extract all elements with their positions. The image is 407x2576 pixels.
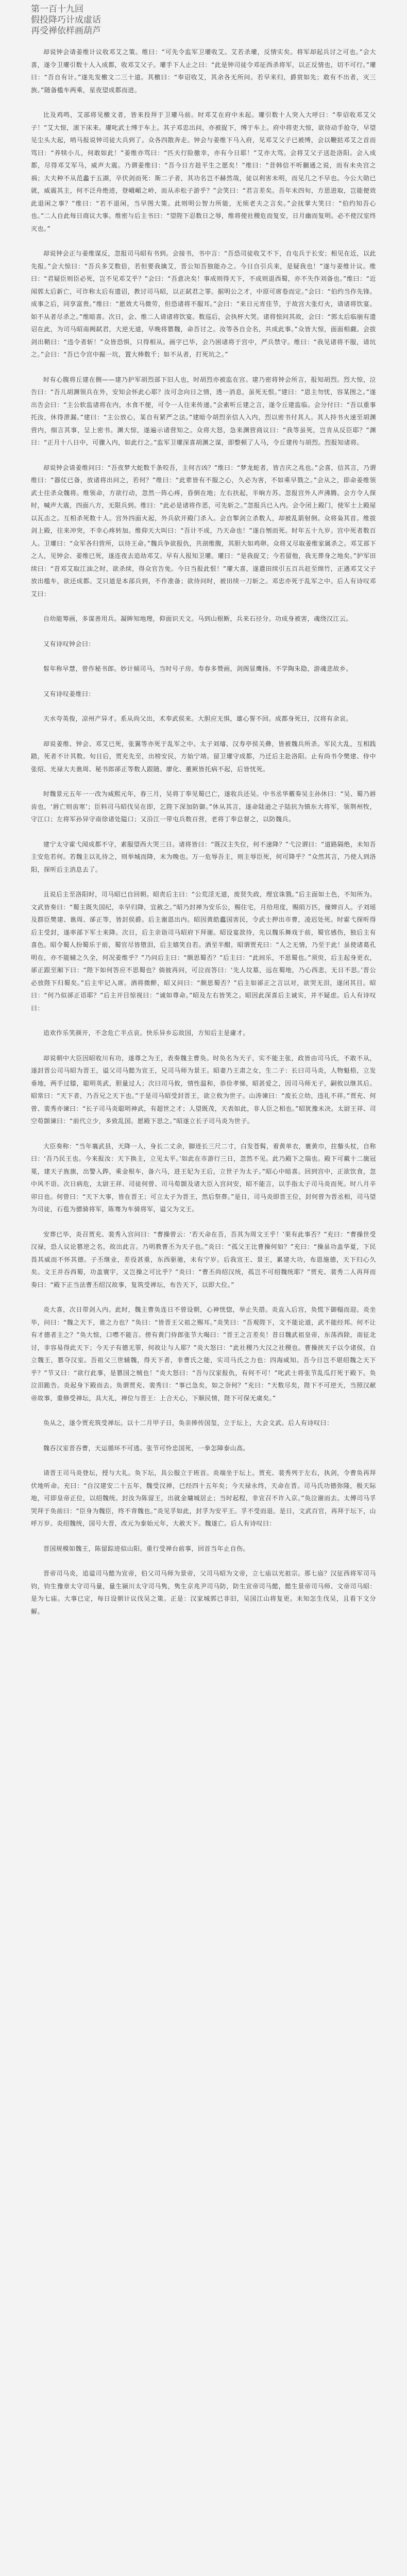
poem-intro: 又有诗叹钟会曰： — [43, 640, 95, 648]
chapter-title-line-2: 再受禅依样画葫芦 — [31, 26, 101, 36]
chapter-title-line-1: 假投降巧计成虚话 — [31, 15, 101, 25]
paragraph: 却说姜维、钟会、邓艾已死，张翼等亦死于乱军之中。太子刘璿、汉寿亭侯关彝，皆被魏兵所杀。军民大乱，互相践踏，死者不计其数。旬日后，贾充先至，出榜安民，方始宁靖。留卫瓘守成都，乃迁后主赴洛阳。止有尚书令樊建、侍中张绍、光禄大夫谯周、秘书郎郤正等数人跟随。廖化、董厥皆托病不起，后皆忧死。 — [31, 740, 376, 773]
paragraph: 时魏景元五年一一改为咸熙元年，春三月，吴将丁奉见蜀已亡，遂收兵还吴。中书丞华覈奏吴主孙休曰：“吴、蜀乃唇齿也，‘唇亡则齿寒’；臣料司马昭伐吴在即，乞陛下深加防御。”休从其言，遂命陆逊之子陆抗为镇东大将军，领荆州牧，守江口；左将军孙异守南徐诸处隘口；又沿江一带屯兵数百营，老将丁奉总督之，以防魏兵。 — [31, 790, 376, 823]
paragraph: 却说钟会请姜维计议收邓艾之策。维曰：“可先令监军卫瓘收艾。艾若杀瓘，反情实矣。将军却起兵讨之可也。”会大喜，遂令卫瓘引数十人入成都，收邓艾父子。瓘手下人止之曰：“此是钟司徒令邓征西杀将军，以正反情也，切不可行。”瓘曰：“吾自有计。”遂先发檄文二三十道。其檄曰：“奉诏收艾，其余各无所问。若早来归，爵赏如先；敢有不出者，灭三族。”随备槛车两乘，星夜望成都而进。 — [31, 48, 376, 94]
paragraph: 晋帝司马炎，追谥司马懿为宣帝，伯父司马师为景帝，父司马昭为文帝，立七庙以光祖宗。那七庙？汉征西将军司马钧，钧生豫章太守司马量，量生颍川太守司马隽，隽生京兆尹司马防，防生宣帝司马懿，懿生景帝司马师、文帝司马昭：是为七庙。大事已定，每日设朝计议伐吴之策。正是：汉家城郭已非旧，吴国江山将复更。未知怎生伐吴，且看下文分解。 — [31, 1570, 376, 1615]
poem: 自幼能筹画，多谋善用兵。凝眸知地理，仰面识天文。马到山根断，兵来石径分。功成身被害，魂绕汉江云。 — [43, 615, 353, 622]
paragraph: 建宁太守霍弋闻成都不守，素服望西大哭三日。诸将皆曰：“既汉主失位，何不速降？”弋泣谓曰：“道路隔绝，未知吾主安危若何。若魏主以礼待之，则举城而降，未为晚也。万一危辱吾主，则主辱臣死，何可降乎？”众然其言，乃使人到洛阳，探听后主消息去了。 — [31, 840, 376, 873]
chapter-number: 第一百十九回 — [31, 4, 83, 14]
chapter-content — [31, 46, 376, 1618]
paragraph: 却说钟会正与姜维谋反，忽报司马昭有书到。会接书，书中言：“吾恐司徒收艾不下，自屯兵于长安；相见在近，以此先报。”会大惊曰：“吾兵多艾数倍，若但要我擒艾，晋公知吾独能办之。今日自引兵来，是疑我也！”遂与姜维计议。维曰：“君疑臣则臣必死，岂不见邓艾乎？”会曰：“吾意决矣！事成则得天下，不成则退西蜀，亦不失作刘备也。”维曰：“近闻郭太后新亡，可诈称太后有遗诏，教讨司马昭，以正弑君之罪。据明公之才，中原可席卷而定。”会曰：“伯约当作先锋。成事之后，同享富贵。”维曰：“愿效犬马微劳，但恐诸将不服耳。”会曰：“来日元宵佳节，于故宫大张灯火，请诸将饮宴。如不从者尽杀之。”维暗喜。次日，会、维二人请诸将饮宴。数巡后，会执杯大哭。诸将惊问其故，会曰：“郭太后临崩有遗诏在此，为司马昭南阙弑君，大逆无道，早晚将篡魏，命吾讨之。汝等各自佥名，共成此事。”众皆大惊，面面相觑。会拔剑出鞘曰：“违令者斩！”众皆恐惧，只得相从。画字已毕，会乃困诸将于宫中，严兵禁守。维曰：“我见诸将不服，请坑之。”会曰：“吾已令宫中掘一坑，置大棒数千；如不从者，打死坑之。” — [31, 250, 376, 358]
paragraph: 安葬已毕，炎召贾充、裴秀入宫问曰：“曹操曾云：‘若天命在吾，吾其为周文王乎！’果有此事否？”充曰：“曹操世受汉禄，恐人议论篡逆之名，故出此言。乃明教曹丕为天子也。”炎曰：“孤父王比曹操何如？”充曰：“操虽功盖华夏，下民畏其威而不怀其德。子丕继业，差役甚重，东西驱驰，未有宁岁。后我宣王、景王，累建大功，布恩施德，天下归心久矣。文王并吞西蜀，功盖寰宇，又岂操之可比乎？”炎曰：“曹丕尚绍汉统，孤岂不可绍魏统耶？”贾充、裴秀二人再拜而奏曰：“殿下正当法曹丕绍汉故事，复筑受禅坛，布告天下，以即大位。” — [31, 1230, 376, 1289]
paragraph: 请晋王司马炎登坛，授与大礼。奂下坛，具公服立于班首。炎端坐于坛上。贾充、裴秀列于左右，执剑，令曹奂再拜伏地听命。充曰：“自汉建安二十五年，魏受汉禅，已经四十五年矣；今天禄永终，天命在晋。司马氏功德弥隆，极天际地，可即皇帝正位，以绍魏统。封汝为陈留王，出就金墉城居止；当时起程，非宣召不许入京。”奂泣谢而去。太傅司马孚哭拜于奂前曰：“臣身为魏臣，终不背魏也。”炎见孚如此，封孚为安平王。孚不受而退。是日，文武百官，再拜于坛下，山呼万岁。炎绍魏统，国号大晋，改元为泰始元年，大赦天下。魏遂亡。后人有诗叹曰： — [31, 1469, 376, 1527]
paragraph: 时有心腹将丘建在侧——建乃护军胡烈部下旧人也，时胡烈亦被监在宫。建乃密将钟会所言，报知胡烈。烈大惊，泣告曰：“吾儿胡渊领兵在外，安知会怀此心耶？汝可念向日之情，透一消息，虽死无恨。”建曰：“恩主勿忧，容某图之。”遂出告会曰：“主公软监诸将在内，水食不便，可令一人往来传递。”会素听丘建之言，遂令丘建监临。会分付曰：“吾以重事托汝，休得泄漏。”建曰：“主公放心，某自有紧严之法。”建暗令胡烈亲信人入内，烈以密书付其人。其人持书火速至胡渊营内，细言其事，呈上密书。渊大惊，遂遍示诸营知之。众将大怒，急来渊营商议曰：“我等虽死，岂肯从反臣耶？”渊曰：“正月十八日中，可骤入内，如此行之。”监军卫瓘深喜胡渊之谋，即整顿了人马，令丘建传与胡烈。烈报知诸将。 — [31, 376, 376, 446]
chapter-title — [31, 4, 376, 37]
paragraph: 炎大喜，次日带剑入内。此时，魏主曹奂连日不曾设朝，心神恍惚，举止失措。炎直入后宫，奂慌下御榻而迎。炎坐毕，问曰：“魏之天下，谁之力也？”奂曰：“皆晋王父祖之赐耳。”炎笑曰：“吾观陛下，文不能论道，武不能经邦。何不让有才德者主之？”奂大惊，口噤不能言。傍有黄门侍郎张节大喝曰：“晋王之言差矣！昔日魏武祖皇帝，东荡西除，南征北讨，非容易得此天下；今天子有德无罪，何故让与人耶？”炎大怒曰：“此社稷乃大汉之社稷也。曹操挟天子以令诸侯，自立魏王，篡夺汉室。吾祖父三世辅魏，得天下者，非曹氏之能，实司马氏之力也：四海咸知。吾今日岂不堪绍魏之天下乎？”节又曰：“欲行此事，是篡国之贼也！”炎大怒曰：“吾与汉家报仇，有何不可！”叱武士将张节乱瓜打死于殿下。奂泣泪跪告。炎起身下殿而去。奂谓贾充、裴秀曰：“事已急矣，如之奈何？”充曰：“天数尽矣，陛下不可逆天，当照汉献帝故事，重修受禅坛，具大礼，禅位与晋王：上合天心，下顺民情，陛下可保无虞矣。” — [31, 1306, 376, 1402]
paragraph: 且说后主至洛阳时，司马昭已自回朝。昭责后主曰：“公荒淫无道，废贤失政，理宜诛戮。”后主面如土色，不知所为。文武皆奏曰：“蜀主既失国纪，幸早归降，宜赦之。”昭乃封禅为安乐公，赐住宅，月给用度，赐绢万匹，僮婢百人。子刘瑶及群臣樊建、谯周、郤正等，皆封侯爵。后主谢恩出内。昭因黄皓蠹国害民，令武士押出市曹，凌迟处死。时霍弋探听得后主受封，遂率部下军士来降。次日，后主亲诣司马昭府下拜谢。昭设宴款待，先以魏乐舞戏于前，蜀官感伤，独后主有喜色。昭令蜀人扮蜀乐于前，蜀官尽皆堕泪，后主嬉笑自若。酒至半酣，昭谓贾充曰：“人之无情，乃至于此！虽使诸葛孔明在，亦不能辅之久全，何况姜维乎？”乃问后主曰：“颇思蜀否？”后主曰：“此间乐，不思蜀也。”须臾，后主起身更衣，郤正跟至厢下曰：“陛下如何答应不思蜀也？倘彼再问，可泣而答曰：‘先人坟墓，远在蜀地，乃心西悲，无日不思。’晋公必放陛下归蜀矣。”后主牢记入席。酒将微醉，昭又问曰：“颇思蜀否？”后主如郤正之言以对，欲哭无泪，遂闭其目。昭曰：“何乃似郤正语耶？”后主开目惊视曰：“诚如尊命。”昭及左右皆笑之。昭因此深喜后主诚实，并不疑虑。后人有诗叹曰： — [31, 891, 376, 1012]
paragraph: 大臣奏称：“当年襄武县，天降一人，身长二丈余，脚迹长三尺二寸，白发苍髯，着黄单衣，裹黄巾，拄藜头杖，自称曰：‘吾乃民王也。今来报汝：天下换主，立见太平。’如此在市游行三日，忽然不见。此乃殿下之瑞也。殿下可戴十二旒冠冕，建天子旌旗，出警入跸，乘金根车，备六马，进王妃为王后，立世子为太子。”昭心中暗喜。回到宫中，正欲饮食，忽中风不语。次日病危，太尉王祥、司徒何曾、司马荀顗及诸大臣入宫问安，昭不能言，以手指太子司马炎而死。时八月辛卯日也。何曾曰：“天下大事，皆在晋王；可立太子为晋王，然后祭葬。”是日，司马炎即晋王位，封何曾为晋丞相，司马望为司徒，石苞为骠骑将军，陈骞为车骑将军，谥父为文王。 — [31, 1142, 376, 1213]
poem: 追欢作乐笑颜开，不念危亡半点哀。快乐异乡忘故国，方知后主是庸才。 — [43, 1029, 250, 1037]
poem: 髫年称早慧，曾作秘书郎。妙计倾司马，当时号子房。寿春多赞画，剑阁显鹰扬。不学陶朱隐，游魂悲故乡。 — [43, 665, 353, 672]
poem-intro: 又有诗叹姜维曰： — [43, 690, 95, 698]
poem: 魏吞汉室晋吞曹，天运循环不可逃。张节可怜忠国死，一拳怎障泰山高。 — [43, 1444, 250, 1452]
paragraph: 奂从之，遂令贾充筑受禅坛。以十二月甲子日，奂亲捧传国玺，立于坛上，大会文武。后人有诗叹曰： — [43, 1419, 333, 1427]
paragraph: 比及鸡鸣，艾部将见檄文者，皆来投拜于卫瓘马前。时邓艾在府中未起。瓘引数十人突入大呼曰：“奉诏收邓艾父子！”艾大惊，滚下床来。瓘叱武士缚于车上。其子邓忠出问，亦被捉下，缚于车上。府中将吏大惊，欲待动手抢夺，早望见尘头大起，哨马报说钟司徒大兵到了。众各四散奔走。钟会与姜维下马入府，见邓艾父子已被缚，会以鞭挞邓艾之首而骂曰：“养犊小儿，何敢如此！”姜维亦骂曰：“匹夫行险徼幸，亦有今日耶！”艾亦大骂。会将艾父子送赴洛阳。会入成都，尽得邓艾军马，威声大震。乃谓姜维曰：“吾今日方趁平生之愿矣！”维曰：“昔韩信不听蒯通之说，而有未央宫之祸；大夫种不从范蠡于五湖，卒伏剑而死：斯二子者，其功名岂不赫然哉，徒以利害未明，而见几之不早也。今公大勋已就，威震其主，何不泛舟绝迹，登峨嵋之岭，而从赤松子游乎？”会笑曰：“君言差矣。吾年未四旬，方思进取，岂能便效此退闲之事？”维曰：“若不退闲，当早图大策。此则明公智力所能，无烦老夫之言矣。”会抚掌大笑曰：“伯约知吾心也。”二人自此每日商议大事。维密与后主书曰：“望陛下忍数日之辱，维将使社稷危而复安，日月幽而复明。必不使汉室终灭也。” — [31, 111, 376, 232]
paragraph: 却说钟会请姜维问曰：“吾夜梦大蛇数千条咬吾，主何吉凶？”维曰：“梦龙蛇者，皆吉庆之兆也。”会喜，信其言，乃谓维曰：“器仗已备，放诸将出问之，若何？”维曰：“此辈皆有不服之心，久必为害，不如乘早戮之。”会从之，即命姜维领武士往杀众魏将。维领命，方欲行动，忽然一阵心疼，昏倒在地；左右扶起，半晌方苏。忽报宫外人声沸腾。会方令人探时，喊声大震，四面八方，无限兵到。维曰：“此必是诸将作恶，可先斩之。”忽报兵已入内。会令闭上殿门，使军士上殿屋以瓦击之。互相杀死数十人。宫外四面火起，外兵砍开殿门杀入。会自掣剑立杀数人，却被乱箭射倒。众将枭其首。维拔剑上殿，往来冲突，不幸心疼转加。维仰天大叫曰：“吾计不成，乃天命也！”遂自刎而死。时年五十九岁。宫中死者数百人。卫瓘曰：“众军各归营所，以待王命。”魏兵争欲报仇，共剖维腹，其胆大如鸡卵。众将又尽取姜维家属杀之。邓艾部下之人，见钟会、姜维已死，遂连夜去追劫邓艾。早有人报知卫瓘。瓘曰：“是我捉艾；今若留他，我无葬身之地矣。”护军田续曰：“昔邓艾取江油之时，欲杀续，得众官告免。今日当报此恨！”瓘大喜，遂遣田续引五百兵赶至绵竹，正遇邓艾父子放出槛车，欲还成都。艾只道是本部兵到，不作准备；欲待问时，被田续一刀斩之。邓忠亦死于乱军之中。后人有诗叹邓艾曰： — [31, 464, 376, 598]
paragraph: 却说朝中大臣因昭收川有功，遂尊之为王，表奏魏主曹奂。时奂名为天子，实不能主张，政皆由司马氏，不敢不从，遂封晋公司马昭为晋王，谥父司马懿为宣王，兄司马师为景王。昭妻乃王肃之女，生二子：长曰司马炎，人物魁梧，立发垂地，两手过膝，聪明英武，胆量过人；次曰司马攸，情性温和，恭俭孝悌，昭甚爱之，因司马师无子，嗣攸以继其后。昭常曰：“天下者，乃吾兄之天下也。”于是司马昭受封晋王，欲立攸为世子。山涛谏曰：“废长立幼，违礼不祥。”贾充、何曾、裴秀亦谏曰：“长子司马炎聪明神武，有超世之才；人望既茂，天表如此，非人臣之相也。”昭犹豫未决。太尉王祥、司空荀顗谏曰：“前代立少，多致乱国。愿殿下思之。”昭遂立长子司马炎为世子。 — [31, 1054, 376, 1125]
poem: 天水夸英俊，凉州产异才。系从尚父出，术奉武侯来。大胆应无惧，雄心誓不回。成都身死日，汉将有余哀。 — [43, 715, 353, 722]
poem: 晋国规模如魏王，陈留踪迹似山阳。重行受禅台前事，回首当年止自伤。 — [43, 1545, 250, 1552]
